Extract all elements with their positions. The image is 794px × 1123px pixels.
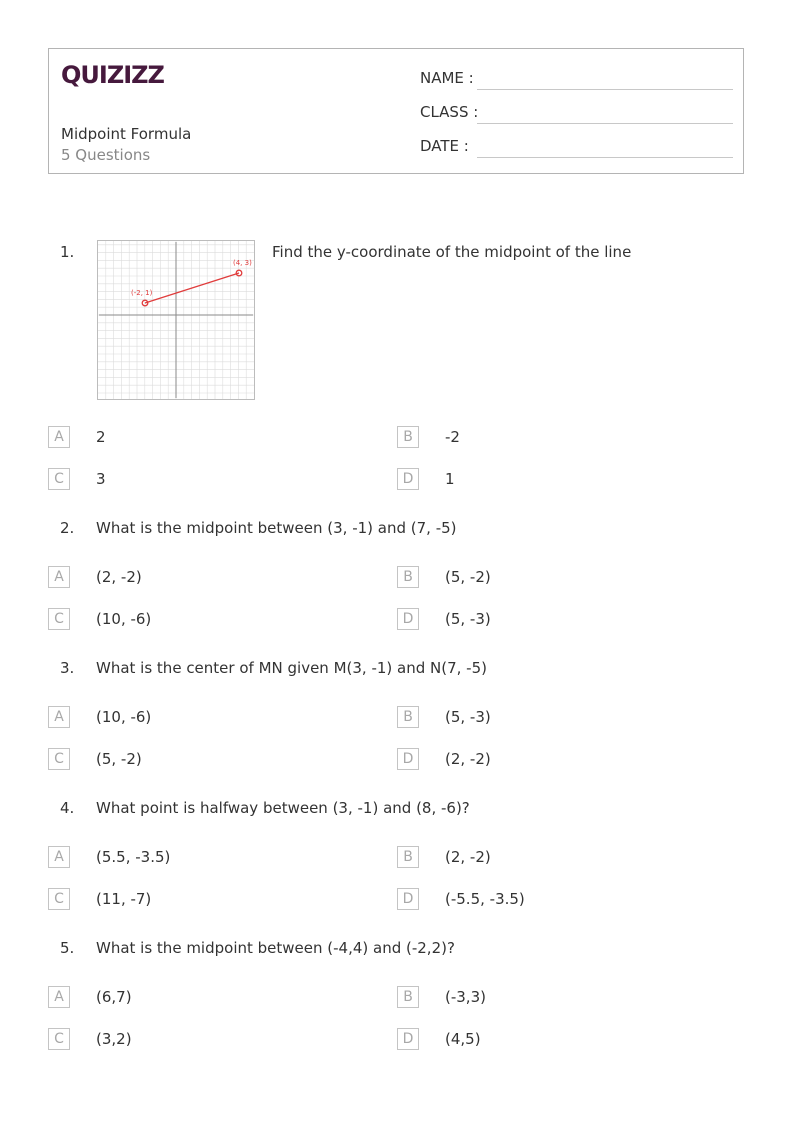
option-a-box[interactable]: A <box>48 986 70 1008</box>
quizizz-logo <box>61 61 181 91</box>
option-d-box[interactable]: D <box>397 748 419 770</box>
option-a-text: (10, -6) <box>96 708 152 726</box>
question-text: What point is halfway between (3, -1) and (8, -6)? <box>96 799 470 817</box>
option-c-box[interactable]: C <box>48 468 70 490</box>
option-b-box[interactable]: B <box>397 986 419 1008</box>
option-b-box[interactable]: B <box>397 426 419 448</box>
option-b-box[interactable]: B <box>397 566 419 588</box>
option-c-text: (10, -6) <box>96 610 152 628</box>
option-a-text: (5.5, -3.5) <box>96 848 171 866</box>
question-number: 3. <box>60 659 75 677</box>
question-number: 1. <box>60 243 75 261</box>
point-b-label: (4, 3) <box>233 259 252 267</box>
name-label: NAME : <box>420 69 474 87</box>
option-a-box[interactable]: A <box>48 566 70 588</box>
option-b-box[interactable]: B <box>397 706 419 728</box>
option-b-text: (2, -2) <box>445 848 491 866</box>
option-a-box[interactable]: A <box>48 706 70 728</box>
class-field[interactable] <box>477 123 733 124</box>
option-a-text: 2 <box>96 428 106 446</box>
question-text: What is the midpoint between (-4,4) and (-2,2)? <box>96 939 455 957</box>
question-text: Find the y-coordinate of the midpoint of the line <box>272 243 632 261</box>
option-a-text: (2, -2) <box>96 568 142 586</box>
option-d-text: 1 <box>445 470 455 488</box>
option-d-box[interactable]: D <box>397 468 419 490</box>
option-b-box[interactable]: B <box>397 846 419 868</box>
option-b-text: (-3,3) <box>445 988 486 1006</box>
option-d-text: (-5.5, -3.5) <box>445 890 525 908</box>
option-b-text: -2 <box>445 428 460 446</box>
option-c-text: (11, -7) <box>96 890 152 908</box>
option-c-box[interactable]: C <box>48 888 70 910</box>
worksheet-header <box>48 48 744 174</box>
option-d-text: (5, -3) <box>445 610 491 628</box>
name-field[interactable] <box>477 89 733 90</box>
option-c-box[interactable]: C <box>48 608 70 630</box>
logo-text: QUIZIZZ <box>61 61 164 89</box>
option-d-text: (4,5) <box>445 1030 481 1048</box>
date-field[interactable] <box>477 157 733 158</box>
option-d-box[interactable]: D <box>397 888 419 910</box>
date-label: DATE : <box>420 137 469 155</box>
option-a-box[interactable]: A <box>48 426 70 448</box>
option-c-box[interactable]: C <box>48 1028 70 1050</box>
option-b-text: (5, -3) <box>445 708 491 726</box>
coordinate-graph <box>97 240 255 400</box>
option-c-text: 3 <box>96 470 106 488</box>
question-number: 4. <box>60 799 75 817</box>
option-b-text: (5, -2) <box>445 568 491 586</box>
worksheet-title: Midpoint Formula <box>61 125 192 143</box>
question-text: What is the center of MN given M(3, -1) and N(7, -5) <box>96 659 487 677</box>
option-c-box[interactable]: C <box>48 748 70 770</box>
question-count: 5 Questions <box>61 146 151 164</box>
option-c-text: (5, -2) <box>96 750 142 768</box>
option-d-box[interactable]: D <box>397 608 419 630</box>
question-text: What is the midpoint between (3, -1) and (7, -5) <box>96 519 457 537</box>
question-number: 5. <box>60 939 75 957</box>
class-label: CLASS : <box>420 103 479 121</box>
option-a-text: (6,7) <box>96 988 132 1006</box>
point-a-label: (-2, 1) <box>131 289 153 297</box>
option-a-box[interactable]: A <box>48 846 70 868</box>
option-d-box[interactable]: D <box>397 1028 419 1050</box>
option-d-text: (2, -2) <box>445 750 491 768</box>
option-c-text: (3,2) <box>96 1030 132 1048</box>
question-number: 2. <box>60 519 75 537</box>
